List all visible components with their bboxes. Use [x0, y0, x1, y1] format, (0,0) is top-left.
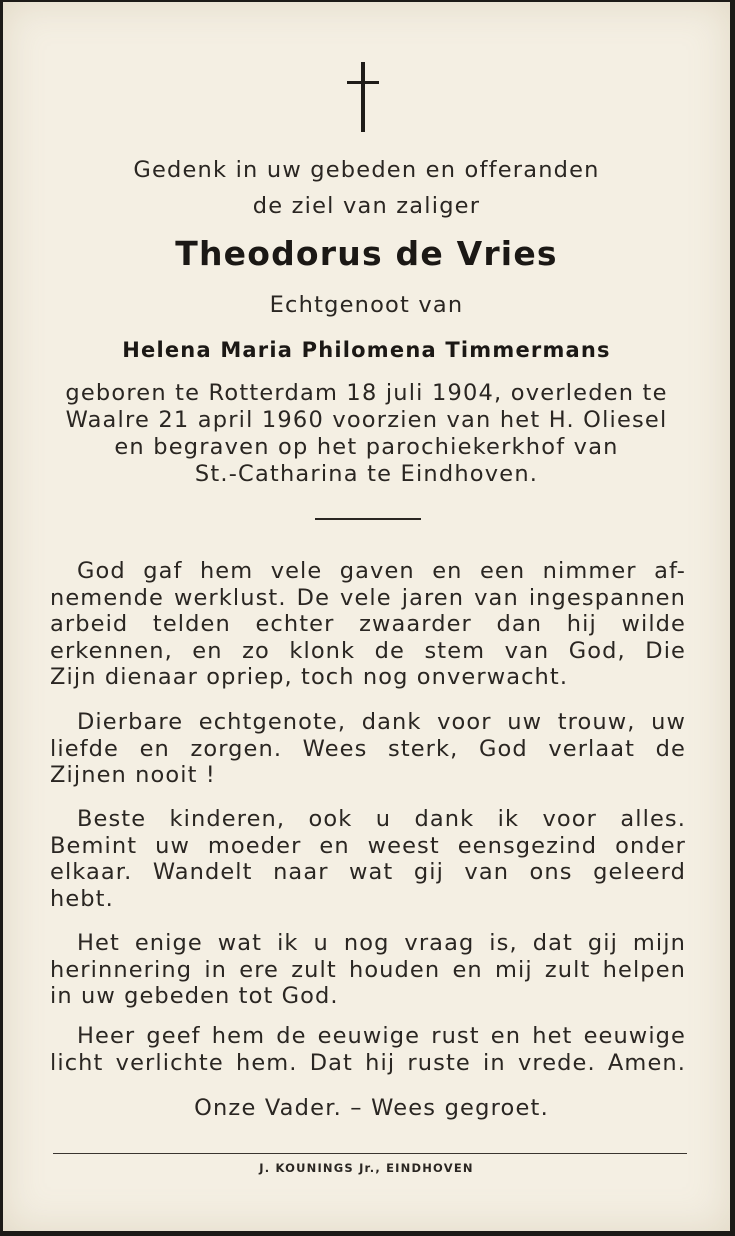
- paragraph-line: Het enige wat ik u nog vraag is, dat gij mijn: [77, 930, 686, 956]
- spouse-name: Helena Maria Philomena Timmermans: [122, 338, 611, 362]
- memorial-card: [3, 2, 730, 1231]
- paragraph-line: Beste kinderen, ook u dank ik voor alles.: [77, 806, 686, 832]
- paragraph-children: [50, 806, 686, 912]
- cross-icon: [344, 62, 384, 134]
- paragraph-line: Zijn dienaar opriep, toch nog onverwacht.: [50, 664, 569, 690]
- paragraph-remembrance: [50, 930, 686, 1010]
- paragraph-line: Dierbare echtgenote, dank voor uw trouw, uw: [77, 709, 686, 735]
- bio-line: St.-Catharina te Eindhoven.: [194, 461, 539, 487]
- intro-line-1: Gedenk in uw gebeden en offeranden: [133, 157, 600, 183]
- bio-line: geboren te Rotterdam 18 juli 1904, overleden te: [65, 380, 668, 406]
- paragraph-line: hebt.: [50, 885, 114, 912]
- paragraph-line: licht verlichte hem. Dat hij ruste in vrede. Amen.: [50, 1049, 686, 1076]
- closing-prayer: Onze Vader. – Wees gegroet.: [194, 1095, 549, 1121]
- bio-line: en begraven op het parochiekerkhof van: [114, 434, 619, 460]
- paragraph-line: herinnering in ere zult houden en mij zult helpen: [50, 956, 686, 983]
- intro-line-2: de ziel van zaliger: [252, 193, 481, 219]
- paragraph-prayer: [50, 1023, 686, 1076]
- bio-line: Waalre 21 april 1960 voorzien van het H. Oliesel: [65, 407, 668, 433]
- footer-rule: [53, 1153, 687, 1154]
- paragraph-spouse: [50, 709, 686, 789]
- paragraph-line: Zijnen nooit !: [50, 762, 216, 788]
- paragraph-line: in uw gebeden tot God.: [50, 983, 339, 1009]
- paragraph-line: God gaf hem vele gaven en een nimmer af-: [77, 558, 686, 584]
- deceased-name: Theodorus de Vries: [175, 234, 558, 273]
- paragraph-line: arbeid telden echter zwaarder dan hij wilde: [50, 611, 686, 637]
- printer-credit: J. KOUNINGS Jr., EINDHOVEN: [259, 1161, 474, 1175]
- paragraph-line: nemende werklust. De vele jaren van ingespannen: [50, 584, 686, 611]
- paragraph-line: erkennen, en zo klonk de stem van God, Die: [50, 637, 686, 664]
- separator: [315, 518, 421, 520]
- spouse-label: Echtgenoot van: [269, 292, 464, 318]
- paragraph-line: Bemint uw moeder en weest eensgezind onder: [50, 832, 686, 859]
- paragraph-line: elkaar. Wandelt naar wat gij van ons geleerd: [50, 859, 686, 885]
- paragraph-tribute: [50, 558, 686, 691]
- paragraph-line: Heer geef hem de eeuwige rust en het eeuwige: [77, 1023, 686, 1049]
- paragraph-line: liefde en zorgen. Wees sterk, God verlaat de: [50, 735, 686, 762]
